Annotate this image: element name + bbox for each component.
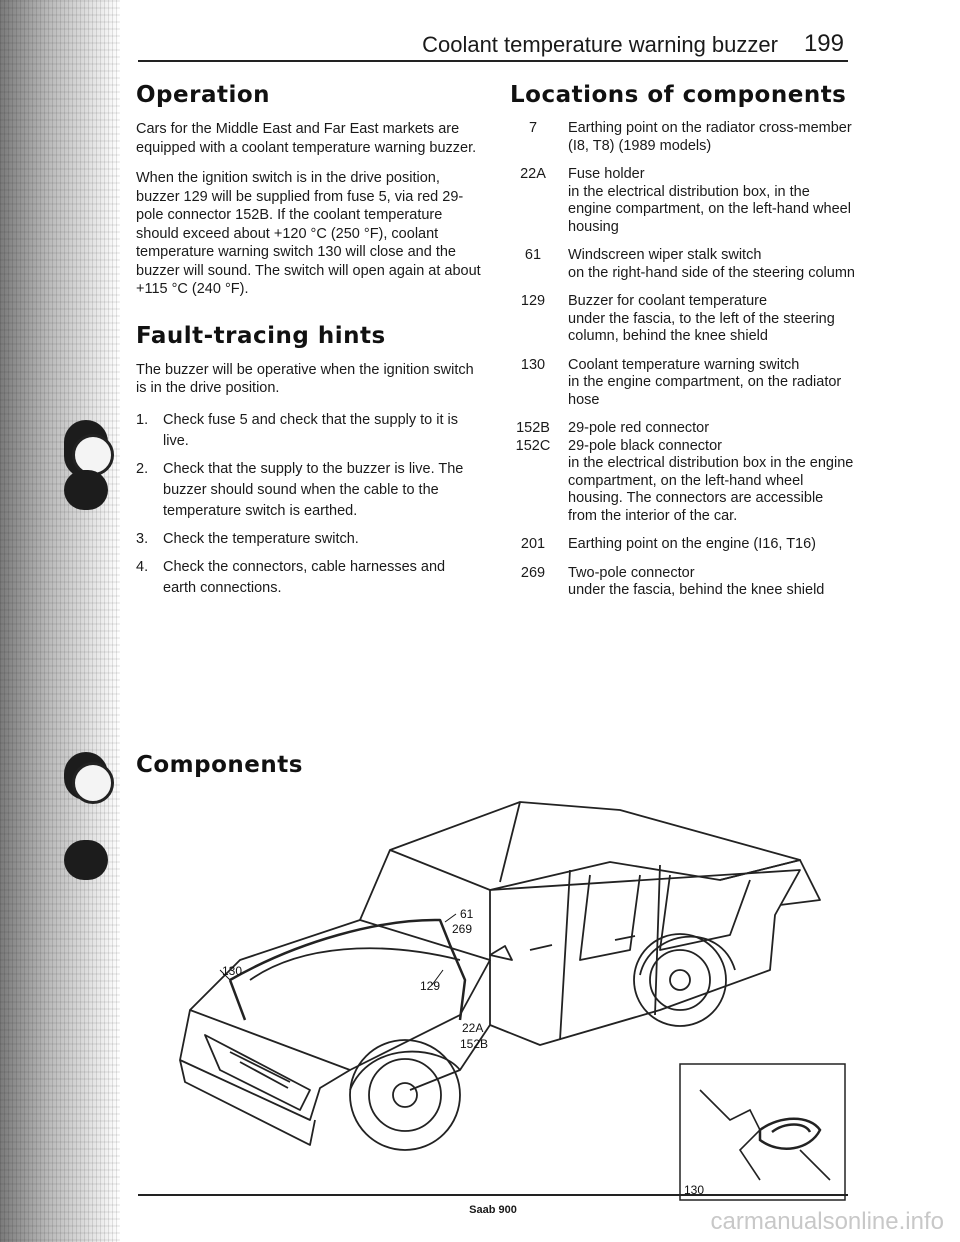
component-code: 7: [528, 120, 538, 136]
step-number: 2.: [136, 460, 149, 477]
location-item: [510, 536, 855, 554]
location-item: [510, 420, 855, 438]
fault-tracing-intro: The buzzer will be operative when the ignition switch is in the drive position.: [136, 361, 474, 396]
label-129: 129: [420, 979, 441, 993]
component-location: in the electrical distribution box in the engine compartment, on the left-hand wheel housing. The connectors are accessible from the interior of the car.: [568, 455, 854, 524]
watermark-text: carmanualsonline.info: [710, 1208, 944, 1235]
step-text: Check the connectors, cable harnesses and earth connections.: [163, 558, 446, 596]
component-location: on the right-hand side of the steering column: [568, 264, 855, 281]
fault-tracing-heading: Fault-tracing hints: [136, 322, 386, 349]
component-desc: Earthing point on the radiator cross-member (I8, T8) (1989 models): [568, 120, 852, 154]
page-title: Coolant temperature warning buzzer: [422, 32, 778, 57]
step-text: Check the temperature switch.: [163, 530, 359, 547]
component-code: 22A: [520, 166, 546, 182]
section-tab-ring: [72, 762, 114, 804]
component-code: 201: [520, 536, 546, 552]
step-item: [136, 529, 482, 550]
inset-label-130: 130: [684, 1183, 705, 1197]
location-item: [510, 438, 855, 526]
label-22a: 22A: [462, 1021, 484, 1035]
component-desc: Fuse holder: [568, 166, 645, 182]
label-152b: 152B: [460, 1037, 489, 1051]
component-code: 61: [524, 247, 542, 263]
page-number: 199: [803, 30, 844, 57]
step-item: [136, 557, 482, 599]
location-item: [510, 293, 855, 346]
component-desc: Coolant temperature warning switch: [568, 356, 800, 373]
location-item: [510, 247, 855, 282]
component-desc: 29-pole black connector: [568, 437, 722, 454]
location-item: [510, 357, 855, 410]
switch-detail-inset: [680, 1064, 845, 1200]
component-desc: Buzzer for coolant temperature: [568, 293, 768, 309]
label-61: 61: [460, 907, 474, 921]
component-code: 130: [520, 356, 546, 373]
component-location: under the fascia, behind the knee shield: [568, 582, 825, 598]
location-item: [510, 166, 855, 236]
component-desc: 29-pole red connector: [568, 420, 710, 436]
component-code: 269: [520, 564, 546, 581]
car-component-diagram: [160, 770, 860, 1210]
component-location: under the fascia, to the left of the steering column, behind the knee shield: [568, 310, 835, 344]
step-text: Check fuse 5 and check that the supply to it is live.: [163, 411, 458, 449]
component-location: in the electrical distribution box, in the engine compartment, on the left-hand wheel housing: [568, 183, 851, 235]
component-code: 152B: [516, 420, 550, 436]
page-header: [138, 18, 848, 62]
components-heading: Components: [136, 752, 303, 778]
component-location: in the engine compartment, on the radiator hose: [568, 374, 842, 408]
component-desc: Earthing point on the engine (I16, T16): [568, 536, 817, 552]
right-column: [510, 82, 855, 611]
operation-heading: Operation: [136, 82, 271, 108]
operation-paragraph: Cars for the Middle East and Far East markets are equipped with a coolant temperature warning buzzer.: [136, 121, 477, 156]
location-item: [510, 565, 855, 600]
label-269: 269: [452, 922, 473, 936]
component-desc: Windscreen wiper stalk switch: [568, 247, 762, 263]
step-number: 4.: [136, 558, 149, 575]
fault-tracing-steps: [136, 410, 482, 599]
step-item: [136, 410, 482, 452]
locations-heading: Locations of components: [510, 82, 847, 108]
left-column: [136, 82, 482, 606]
step-number: 1.: [136, 411, 149, 428]
component-code: 129: [520, 293, 546, 309]
section-tab: [64, 840, 108, 880]
label-130: 130: [222, 964, 243, 978]
binding-edge: [0, 0, 120, 1242]
page-footer: Saab 900: [138, 1194, 848, 1216]
section-tab: [64, 470, 108, 510]
component-code: 152C: [515, 437, 551, 454]
step-text: Check that the supply to the buzzer is live. The buzzer should sound when the cable to the temperature switch is earthed.: [163, 460, 464, 519]
step-number: 3.: [136, 530, 149, 547]
location-item: [510, 120, 855, 155]
step-item: [136, 459, 482, 522]
component-desc: Two-pole connector: [568, 564, 695, 581]
operation-paragraph: When the ignition switch is in the drive position, buzzer 129 will be supplied from fuse 5, via red 29-pole connector 152B. If the coolant temperature should exceed about +120 °C (250 °F), coolant temperature warning switch 130 will close and the buzzer will sound. The switch will open again at about +115 °C (240 °F).: [136, 170, 481, 297]
